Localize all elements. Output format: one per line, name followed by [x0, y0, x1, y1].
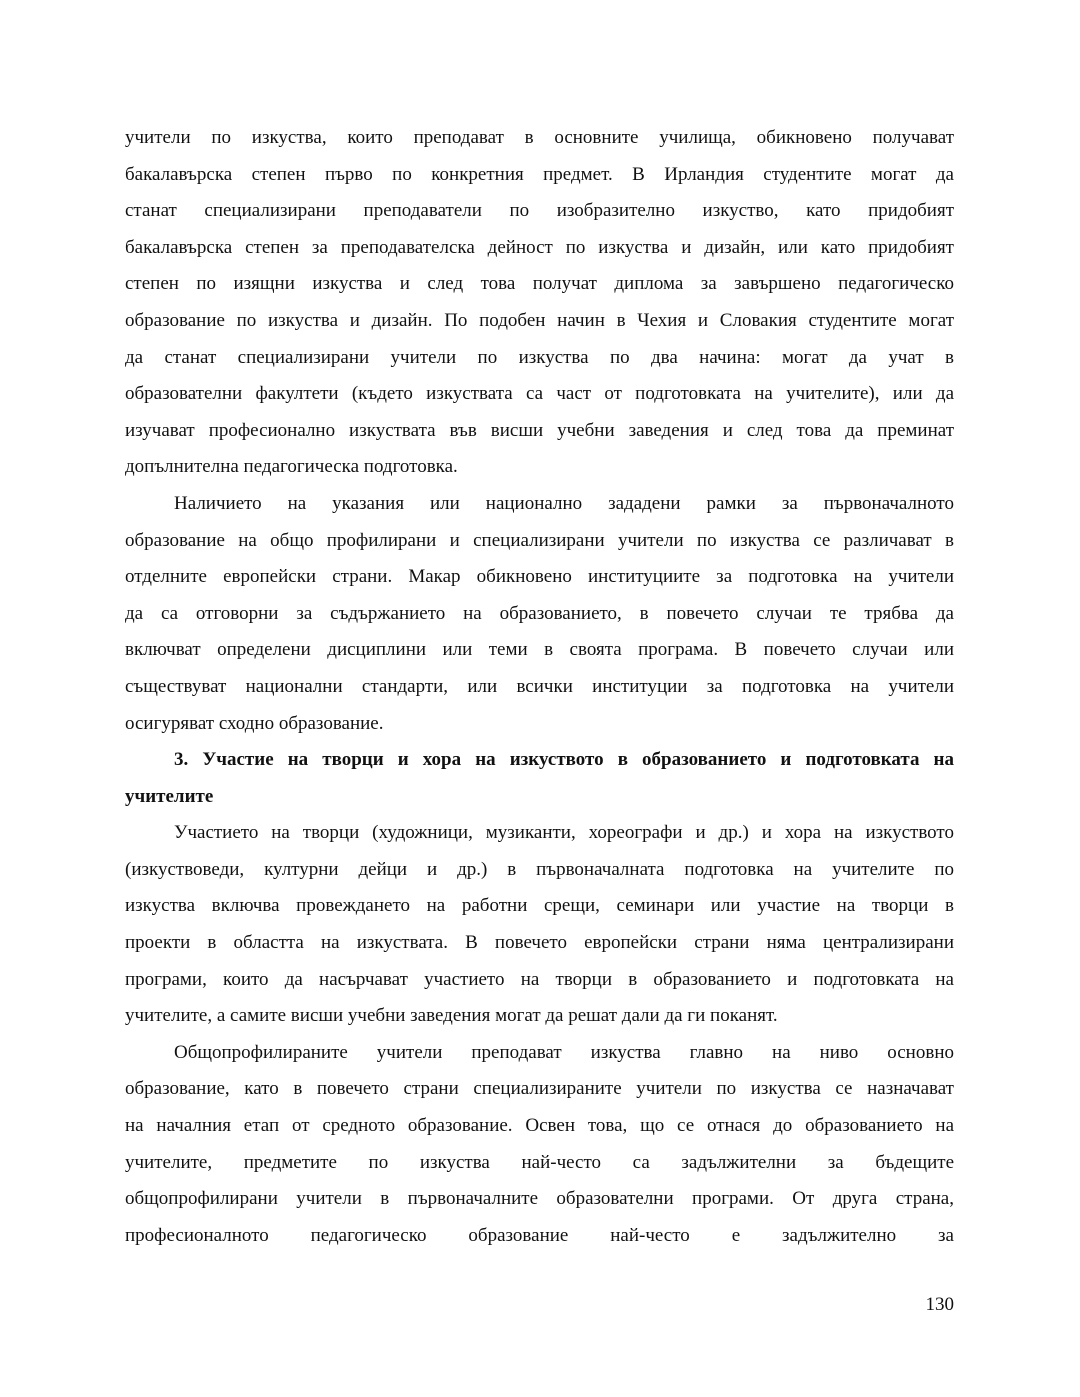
paragraph-line: степен по изящни изкуства и след това получат диплома за завършено педагогическо [125, 273, 954, 295]
paragraph-line: изучават професионално изкуствата във висши учебни заведения и след това да преминат [125, 419, 954, 441]
paragraph-line: включват определени дисциплини или теми в своята програма. В повечето случаи или [125, 639, 954, 661]
paragraph-line: бакалавърска степен за преподавателска дейност по изкуства и дизайн, или като придобият [125, 236, 954, 258]
paragraph-line: изкуства включва провеждането на работни срещи, семинари или участие на творци в [125, 895, 954, 917]
paragraph-line: учителите, а самите висши учебни заведения могат да решат дали да ги поканят. [125, 1005, 778, 1027]
heading-line: учителите [125, 785, 214, 807]
paragraph-line: да са отговорни за съдържанието на образованието, в повечето случаи те трябва да [125, 602, 954, 624]
paragraph-line: Участието на творци (художници, музиканти, хореографи и др.) и хора на изкуството [174, 822, 954, 844]
paragraph-line: на началния етап от средното образование. Освен това, що се отнася до образованието на [125, 1115, 954, 1137]
heading-line: 3. Участие на творци и хора на изкуството в образованието и подготовката на [174, 749, 954, 771]
section-heading [125, 742, 954, 815]
paragraph-line: (изкуствоведи, културни дейци и др.) в първоначалната подготовка на учителите по [125, 858, 954, 880]
paragraph-line: осигуряват сходно образование. [125, 712, 384, 734]
paragraph-1 [125, 120, 954, 486]
paragraph-line: Общопрофилираните учители преподават изкуства главно на ниво основно [174, 1041, 954, 1063]
paragraph-line: образование по изкуства и дизайн. По подобен начин в Чехия и Словакия студентите могат [125, 309, 954, 331]
paragraph-line: да станат специализирани учители по изкуства по два начина: могат да учат в [125, 346, 954, 368]
document-page [125, 120, 954, 1254]
paragraph-line: съществуват национални стандарти, или всички институции за подготовка на учители [125, 675, 954, 697]
paragraph-line: общопрофилирани учители в първоначалните образователни програми. От друга страна, [125, 1188, 954, 1210]
paragraph-line: учителите, предметите по изкуства най-често са задължителни за бъдещите [125, 1151, 954, 1173]
paragraph-line: проекти в областта на изкуствата. В повечето европейски страни няма централизирани [125, 932, 954, 954]
paragraph-line: Наличието на указания или национално зададени рамки за първоначалното [174, 492, 954, 514]
paragraph-3 [125, 815, 954, 1035]
paragraph-line: програми, които да насърчават участието на творци в образованието и подготовката на [125, 968, 954, 990]
page-number: 130 [925, 1294, 954, 1315]
paragraph-line: професионалното педагогическо образование най-често е задължително за [125, 1224, 954, 1246]
paragraph-line: образователни факултети (където изкуствата са част от подготовката на учителите), или да [125, 383, 954, 405]
paragraph-2 [125, 486, 954, 742]
paragraph-line: бакалавърска степен първо по конкретния предмет. В Ирландия студентите могат да [125, 163, 954, 185]
paragraph-line: отделните европейски страни. Макар обикновено институциите за подготовка на учители [125, 566, 954, 588]
paragraph-line: допълнителна педагогическа подготовка. [125, 456, 458, 478]
paragraph-4 [125, 1035, 954, 1255]
paragraph-line: образование, като в повечето страни специализираните учители по изкуства се назначават [125, 1078, 954, 1100]
paragraph-line: станат специализирани преподаватели по изобразително изкуство, като придобият [125, 200, 954, 222]
paragraph-line: образование на общо профилирани и специализирани учители по изкуства се различават в [125, 529, 954, 551]
paragraph-line: учители по изкуства, които преподават в основните училища, обикновено получават [125, 127, 954, 148]
